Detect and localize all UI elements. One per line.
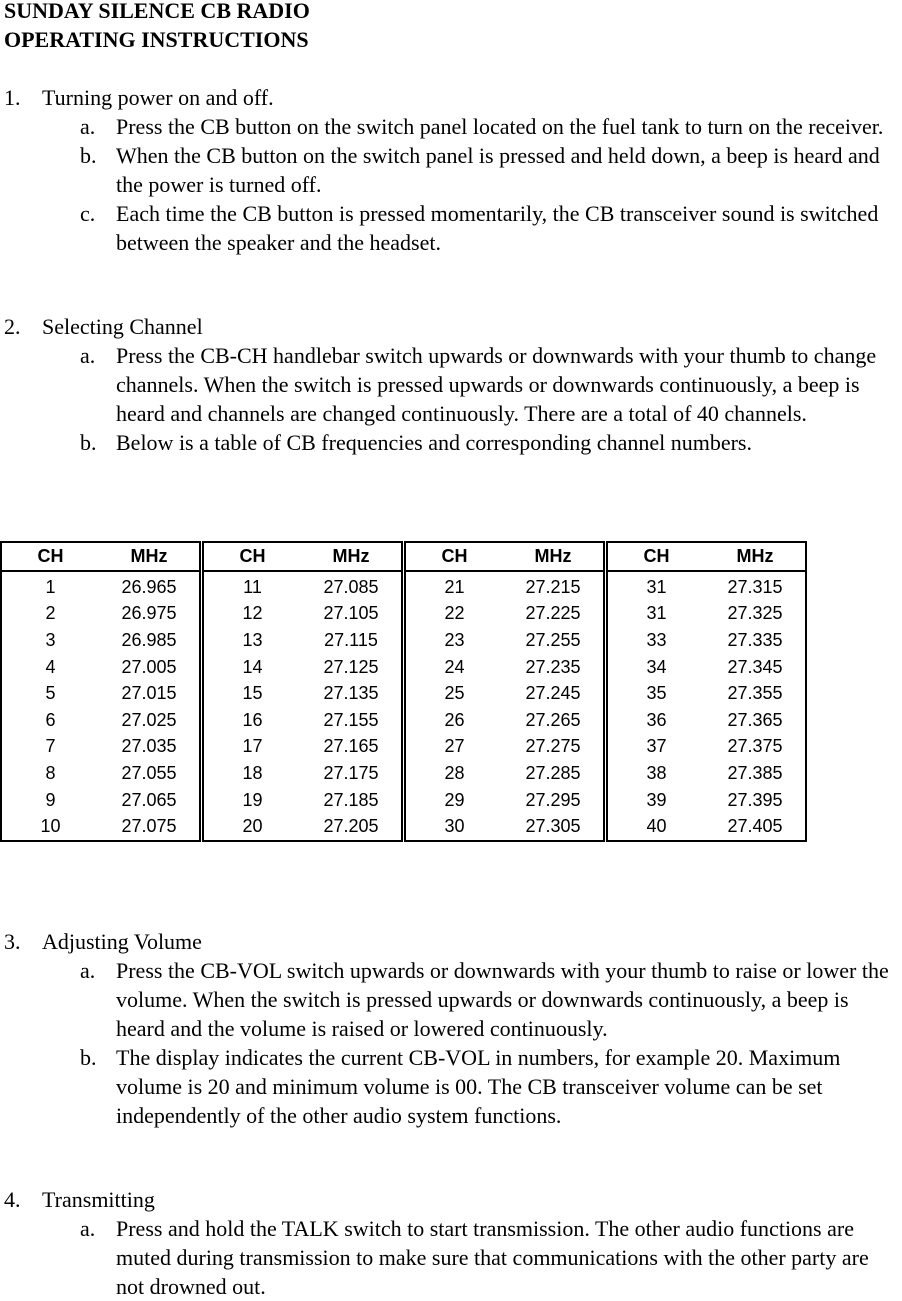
column-header-mhz: MHz [705, 542, 806, 571]
column-header-mhz: MHz [99, 542, 202, 571]
channel-cell: 33 [606, 627, 706, 654]
section-title: Transmitting [42, 1187, 155, 1212]
channel-cell: 11 [202, 571, 302, 601]
frequency-cell: 27.355 [727, 683, 783, 704]
frequency-cell: 27.295 [525, 789, 581, 810]
table-header-row [1, 542, 806, 571]
channel-cell: 36 [606, 707, 706, 734]
list-item [4, 199, 900, 257]
frequency-cell: 26.965 [121, 576, 177, 597]
channel-cell: 17 [202, 734, 302, 761]
channel-cell: 14 [202, 654, 302, 681]
item-marker: c. [80, 201, 96, 226]
table-row [1, 627, 806, 654]
document-title-line2: OPERATING INSTRUCTIONS [4, 27, 309, 52]
item-text: When the CB button on the switch panel is pressed and held down, a beep is heard and the power is turned off. [116, 143, 880, 197]
channel-cell: 27 [404, 734, 504, 761]
section-volume [4, 927, 900, 1130]
list-item [4, 1043, 900, 1130]
channel-cell: 19 [202, 787, 302, 814]
section-power [4, 83, 900, 257]
frequency-cell: 27.275 [525, 736, 581, 757]
frequency-cell: 27.405 [727, 816, 783, 837]
table-row [1, 813, 806, 841]
channel-cell: 31 [606, 601, 706, 628]
list-item [4, 141, 900, 199]
frequency-cell: 26.985 [121, 629, 177, 650]
item-marker: a. [80, 114, 96, 139]
channel-cell: 26 [404, 707, 504, 734]
channel-cell: 18 [202, 760, 302, 787]
frequency-cell: 27.365 [727, 709, 783, 730]
section-transmitting [4, 1185, 900, 1301]
frequency-cell: 27.085 [323, 576, 379, 597]
section-number: 1. [4, 85, 21, 110]
frequency-cell: 27.165 [323, 736, 379, 757]
frequency-cell: 27.385 [727, 762, 783, 783]
frequency-cell: 27.015 [121, 683, 177, 704]
column-header-ch: CH [404, 542, 504, 571]
item-text: Press the CB-CH handlebar switch upwards or downwards with your thumb to change channels. When the switch is pressed upwards or downwards continuously, a beep is heard and channels are changed continuously. There are a total of 40 channels. [116, 343, 877, 426]
column-header-ch: CH [202, 542, 302, 571]
frequency-cell: 27.075 [121, 816, 177, 837]
item-text: Press the CB-VOL switch upwards or downwards with your thumb to raise or lower the volume. When the switch is pressed upwards or downwards continuously, a beep is heard and the volume is raised or lowered continuously. [116, 958, 889, 1041]
channel-cell: 30 [404, 813, 504, 841]
section-number: 4. [4, 1187, 21, 1212]
frequency-cell: 27.235 [525, 656, 581, 677]
table-row [1, 571, 806, 601]
frequency-cell: 27.035 [121, 736, 177, 757]
item-text: Press the CB button on the switch panel located on the fuel tank to turn on the receiver. [116, 114, 884, 139]
frequency-cell: 27.065 [121, 789, 177, 810]
frequency-cell: 27.135 [323, 683, 379, 704]
channel-cell: 21 [404, 571, 504, 601]
channel-cell: 6 [45, 709, 56, 730]
column-header-mhz: MHz [503, 542, 606, 571]
document-title-line1: SUNDAY SILENCE CB RADIO [4, 0, 310, 23]
column-header-mhz: MHz [301, 542, 404, 571]
channel-cell: 10 [40, 816, 61, 837]
channel-cell: 4 [45, 656, 56, 677]
frequency-cell: 27.205 [323, 816, 379, 837]
channel-cell: 1 [45, 576, 56, 597]
frequency-cell: 27.185 [323, 789, 379, 810]
channel-cell: 40 [606, 813, 706, 841]
channel-cell: 22 [404, 601, 504, 628]
item-text: Below is a table of CB frequencies and corresponding channel numbers. [116, 430, 752, 455]
section-channel [4, 312, 900, 457]
frequency-cell: 27.315 [727, 576, 783, 597]
frequency-cell: 27.215 [525, 576, 581, 597]
channel-cell: 2 [45, 603, 56, 624]
list-item [4, 428, 900, 457]
section-number: 3. [4, 929, 21, 954]
channel-cell: 5 [45, 683, 56, 704]
channel-cell: 28 [404, 760, 504, 787]
table-row [1, 707, 806, 734]
channel-cell: 37 [606, 734, 706, 761]
frequency-cell: 27.055 [121, 762, 177, 783]
channel-cell: 25 [404, 680, 504, 707]
channel-cell: 34 [606, 654, 706, 681]
frequency-cell: 27.255 [525, 629, 581, 650]
column-header-ch: CH [1, 542, 99, 571]
frequency-cell: 27.175 [323, 762, 379, 783]
column-header-ch: CH [606, 542, 706, 571]
frequency-cell: 27.155 [323, 709, 379, 730]
channel-cell: 31 [606, 571, 706, 601]
channel-cell: 13 [202, 627, 302, 654]
frequency-cell: 27.225 [525, 603, 581, 624]
frequency-cell: 27.345 [727, 656, 783, 677]
channel-cell: 39 [606, 787, 706, 814]
table-row [1, 654, 806, 681]
item-text: Each time the CB button is pressed momentarily, the CB transceiver sound is switched between the speaker and the headset. [116, 201, 879, 255]
frequency-cell: 27.245 [525, 683, 581, 704]
frequency-cell: 27.335 [727, 629, 783, 650]
channel-cell: 8 [45, 762, 56, 783]
list-item [4, 956, 900, 1043]
list-item [4, 341, 900, 428]
frequency-cell: 27.325 [727, 603, 783, 624]
frequency-cell: 27.375 [727, 736, 783, 757]
list-item [4, 1214, 900, 1301]
frequency-cell: 27.265 [525, 709, 581, 730]
frequency-cell: 27.125 [323, 656, 379, 677]
table-row [1, 601, 806, 628]
item-marker: a. [80, 343, 96, 368]
frequency-cell: 26.975 [121, 603, 177, 624]
item-marker: a. [80, 958, 96, 983]
channel-cell: 12 [202, 601, 302, 628]
table-row [1, 787, 806, 814]
frequency-cell: 27.005 [121, 656, 177, 677]
channel-frequency-table [0, 541, 807, 842]
item-marker: a. [80, 1216, 96, 1241]
channel-cell: 29 [404, 787, 504, 814]
item-marker: b. [80, 143, 97, 168]
table-row [1, 760, 806, 787]
frequency-cell: 27.025 [121, 709, 177, 730]
channel-cell: 38 [606, 760, 706, 787]
item-marker: b. [80, 430, 97, 455]
item-text: The display indicates the current CB-VOL in numbers, for example 20. Maximum volume is 20 and minimum volume is 00. The CB transceiver volume can be set independently of the other audio system functions. [116, 1045, 841, 1128]
channel-cell: 15 [202, 680, 302, 707]
list-item [4, 112, 900, 141]
channel-cell: 24 [404, 654, 504, 681]
section-title: Adjusting Volume [42, 929, 202, 954]
section-number: 2. [4, 314, 21, 339]
section-title: Turning power on and off. [42, 85, 274, 110]
section-title: Selecting Channel [42, 314, 203, 339]
channel-cell: 35 [606, 680, 706, 707]
channel-cell: 3 [45, 629, 56, 650]
table-row [1, 680, 806, 707]
frequency-cell: 27.285 [525, 762, 581, 783]
channel-cell: 16 [202, 707, 302, 734]
channel-cell: 9 [45, 789, 56, 810]
item-marker: b. [80, 1045, 97, 1070]
table-body [1, 571, 806, 841]
table-row [1, 734, 806, 761]
channel-cell: 7 [45, 736, 56, 757]
item-text: Press and hold the TALK switch to start transmission. The other audio functions are muted during transmission to make sure that communications with the other party are not drowned out. [116, 1216, 869, 1299]
channel-cell: 20 [202, 813, 302, 841]
frequency-cell: 27.395 [727, 789, 783, 810]
channel-cell: 23 [404, 627, 504, 654]
frequency-cell: 27.105 [323, 603, 379, 624]
frequency-cell: 27.115 [324, 629, 378, 650]
frequency-cell: 27.305 [525, 816, 581, 837]
